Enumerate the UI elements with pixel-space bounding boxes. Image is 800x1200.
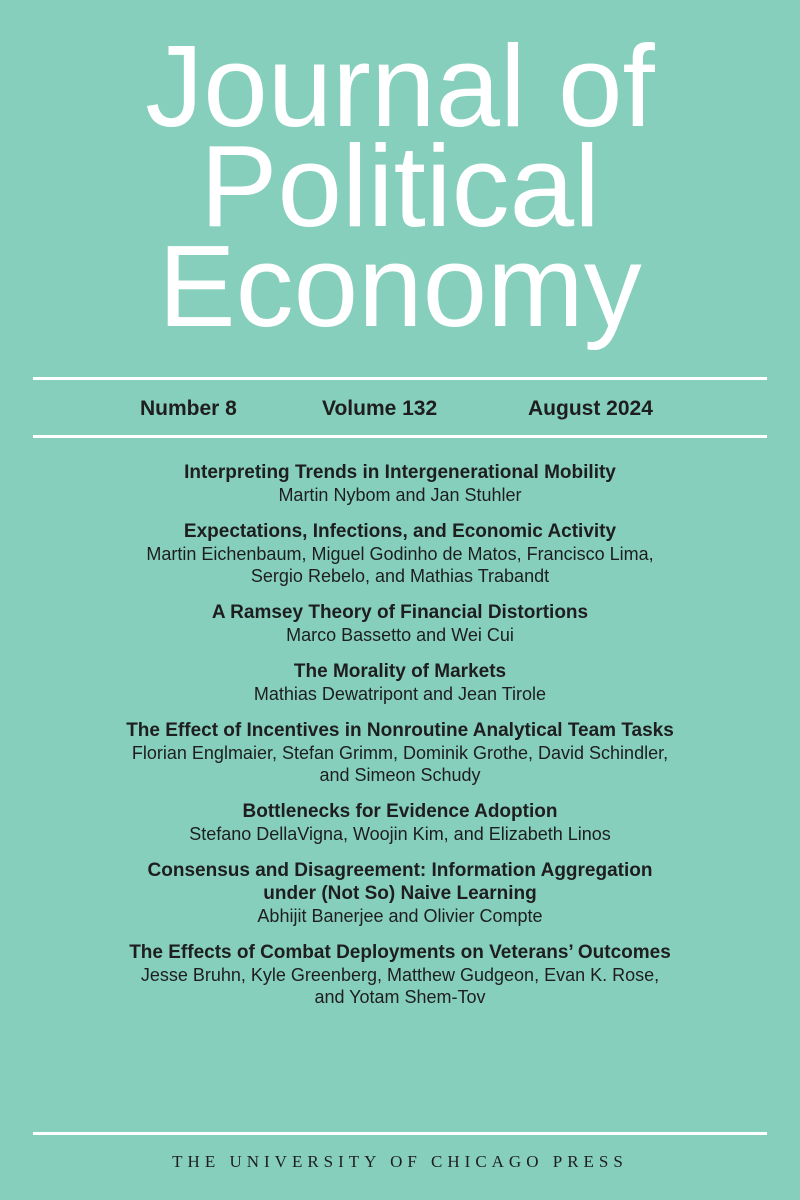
top-divider [33,377,767,380]
article-authors: Mathias Dewatripont and Jean Tirole [253,684,547,704]
article-title: Consensus and Disagreement: Information Aggregation under (Not So) Naive Learning [147,860,653,904]
article-entry [0,800,800,845]
article-title: Interpreting Trends in Intergenerational Mobility [184,462,616,483]
bottom-divider [33,1132,767,1135]
article-title: The Effect of Incentives in Nonroutine Analytical Team Tasks [126,720,674,741]
article-entry [0,660,800,705]
article-title: A Ramsey Theory of Financial Distortions [211,602,589,623]
article-entry [0,461,800,506]
journal-title-line-3: Economy [158,221,642,351]
publisher-name: THE UNIVERSITY OF CHICAGO PRESS [172,1152,628,1171]
article-title: Bottlenecks for Evidence Adoption [242,801,558,822]
article-authors: Martin Eichenbaum, Miguel Godinho de Matos, Francisco Lima, Sergio Rebelo, and Mathias Trabandt [146,544,654,586]
article-authors: Jesse Bruhn, Kyle Greenberg, Matthew Gudgeon, Evan K. Rose, and Yotam Shem-Tov [140,965,660,1007]
article-authors: Marco Bassetto and Wei Cui [286,625,514,645]
article-title: Expectations, Infections, and Economic Activity [183,521,617,542]
article-title: The Morality of Markets [293,661,507,682]
article-authors: Abhijit Banerjee and Olivier Compte [257,906,543,926]
article-authors: Florian Englmaier, Stefan Grimm, Dominik Grothe, David Schindler, and Simeon Schudy [131,743,669,785]
journal-title-line-2: Political [200,121,600,251]
article-entry [0,941,800,1008]
article-title: The Effects of Combat Deployments on Veterans’ Outcomes [129,942,671,963]
journal-title-line-1: Journal of [145,21,655,151]
issue-date: August 2024 [528,397,653,420]
article-entry [0,859,800,927]
article-authors: Stefano DellaVigna, Woojin Kim, and Elizabeth Linos [189,824,611,844]
article-entry [0,601,800,646]
middle-divider [33,435,767,438]
journal-title [0,21,800,351]
issue-info [0,396,800,422]
article-authors: Martin Nybom and Jan Stuhler [278,485,522,505]
issue-volume: Volume 132 [322,397,438,420]
table-of-contents [0,461,800,1022]
article-entry [0,719,800,786]
issue-number: Number 8 [140,397,237,420]
article-entry [0,520,800,587]
